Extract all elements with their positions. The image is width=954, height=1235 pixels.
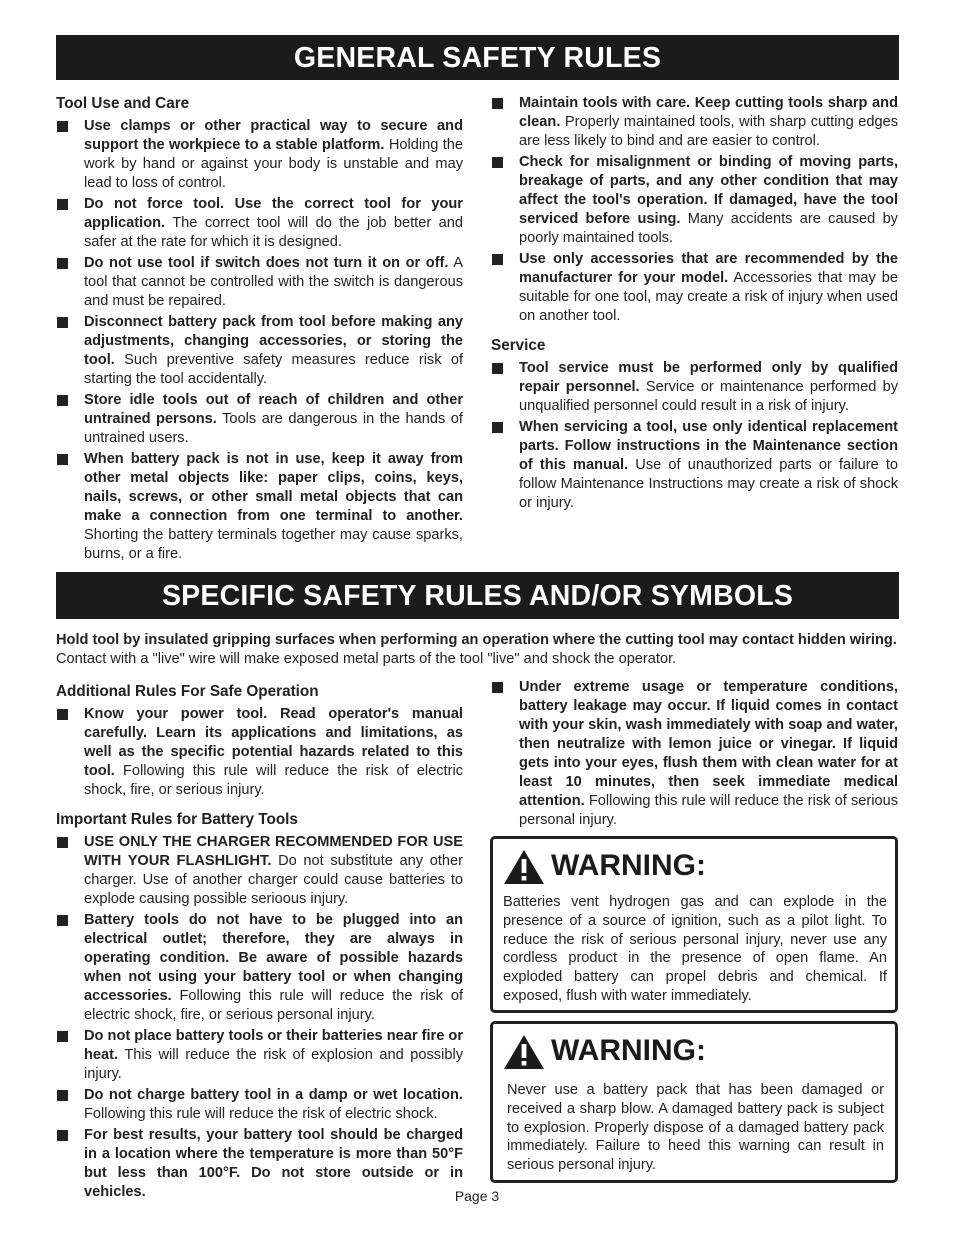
- tool-use-right-list: [491, 94, 898, 326]
- bullet-square-icon: [57, 1130, 68, 1141]
- rule-text: Service or maintenance performed by unqualified personnel could result in a risk of injury.: [519, 379, 898, 414]
- rule-text: Use of unauthorized parts or failure to follow Maintenance Instructions may create a risk of shock or injury.: [519, 457, 898, 511]
- rule-bold: Store idle tools out of reach of children and other untrained persons.: [84, 392, 463, 427]
- bullet-square-icon: [492, 422, 503, 433]
- rule-text: Holding the work by hand or against your body is unstable and may lead to loss of control.: [84, 137, 463, 191]
- rule-bold: When battery pack is not in use, keep it away from other metal objects like: paper clips, coins, keys, nails, screws, or other small metal objects that can make a connection from one terminal to another.: [84, 451, 463, 524]
- warning-triangle-icon: [503, 1034, 545, 1070]
- battery-list: [56, 833, 463, 1202]
- rule-bold: Use only accessories that are recommended by the manufacturer for your model.: [519, 251, 898, 286]
- additional-list: [56, 705, 463, 800]
- rule-text: Accessories that may be suitable for one tool, may create a risk of injury when used on another tool.: [519, 270, 898, 324]
- rule-item: [491, 250, 898, 326]
- bullet-square-icon: [57, 915, 68, 926]
- intro-text: Contact with a "live" wire will make exposed metal parts of the tool "live" and shock the operator.: [56, 651, 677, 667]
- bullet-square-icon: [492, 254, 503, 265]
- battery-right-list: [491, 678, 898, 830]
- tool-use-list: [56, 117, 463, 564]
- rule-bold: Do not use tool if switch does not turn it on or off.: [84, 255, 449, 271]
- rule-item: [491, 678, 898, 830]
- rule-bold: Disconnect battery pack from tool before making any adjustments, changing accessories, or storing the tool.: [84, 314, 463, 368]
- bullet-square-icon: [57, 837, 68, 848]
- rule-item: [56, 195, 463, 252]
- bullet-square-icon: [57, 121, 68, 132]
- rule-text: Many accidents are caused by poorly maintained tools.: [519, 211, 898, 246]
- rule-bold: Do not force tool. Use the correct tool for your application.: [84, 196, 463, 231]
- general-safety-rules-banner: GENERAL SAFETY RULES: [56, 35, 899, 80]
- rule-text: Tools are dangerous in the hands of untrained users.: [84, 411, 463, 446]
- rule-bold: Tool service must be performed only by qualified repair personnel.: [519, 360, 898, 395]
- rule-text: This will reduce the risk of explosion and possibly injury.: [84, 1047, 463, 1082]
- rule-text: Following this rule will reduce the risk of serious personal injury.: [519, 793, 898, 828]
- rule-item: [491, 94, 898, 151]
- rule-bold: Know your power tool. Read operator's manual carefully. Learn its applications and limitations, as well as the specific potential hazards related to this tool.: [84, 706, 463, 779]
- rule-bold: USE ONLY THE CHARGER RECOMMENDED FOR USE WITH YOUR FLASHLIGHT.: [84, 834, 463, 869]
- rule-text: Following this rule will reduce the risk of electric shock.: [84, 1106, 438, 1122]
- rule-item: [56, 1086, 463, 1124]
- rule-bold: Check for misalignment or binding of moving parts, breakage of parts, and any other condition that may affect the tool's operation. If damaged, have the tool serviced before using.: [519, 154, 898, 227]
- bullet-square-icon: [492, 98, 503, 109]
- rule-item: [56, 391, 463, 448]
- rule-text: The correct tool will do the job better and safer at the rate for which it is designed.: [84, 215, 463, 250]
- page-number: Page 3: [454, 1188, 500, 1204]
- rule-item: [491, 418, 898, 513]
- rule-item: [56, 911, 463, 1025]
- rule-bold: Use clamps or other practical way to secure and support the workpiece to a stable platform.: [84, 118, 463, 153]
- specific-safety-rules-banner: SPECIFIC SAFETY RULES AND/OR SYMBOLS: [56, 572, 899, 619]
- tool-use-right-section: [491, 94, 898, 515]
- bullet-square-icon: [57, 317, 68, 328]
- rule-item: [56, 833, 463, 909]
- rule-bold: Do not charge battery tool in a damp or wet location.: [84, 1087, 463, 1103]
- rule-text: Shorting the battery terminals together may cause sparks, burns, or a fire.: [84, 527, 463, 562]
- intro-bold: Hold tool by insulated gripping surfaces when performing an operation where the cutting tool may contact hidden wiring.: [56, 632, 897, 648]
- bullet-square-icon: [492, 157, 503, 168]
- rule-item: [491, 359, 898, 416]
- warning-title: WARNING:: [551, 849, 706, 882]
- additional-rules-section: [56, 682, 463, 1204]
- bullet-square-icon: [57, 1090, 68, 1101]
- rule-text: A tool that cannot be controlled with the switch is dangerous and must be repaired.: [84, 255, 463, 309]
- rule-item: [491, 153, 898, 248]
- bullet-square-icon: [492, 682, 503, 693]
- rule-item: [56, 705, 463, 800]
- rule-item: [56, 450, 463, 564]
- bullet-square-icon: [492, 363, 503, 374]
- warning-triangle-icon: [503, 849, 545, 885]
- rule-text: Do not substitute any other charger. Use of another charger could cause batteries to explode causing possible serioous injury.: [84, 853, 463, 907]
- rule-bold: When servicing a tool, use only identical replacement parts. Follow instructions in the Maintenance section of this manual.: [519, 419, 898, 473]
- rule-item: [56, 254, 463, 311]
- rule-item: [56, 117, 463, 193]
- additional-heading: Additional Rules For Safe Operation: [56, 683, 319, 700]
- service-heading: Service: [491, 337, 546, 354]
- service-list: [491, 359, 898, 513]
- rule-bold: Do not place battery tools or their batteries near fire or heat.: [84, 1028, 463, 1063]
- rule-item: [56, 313, 463, 389]
- tool-use-section: [56, 94, 463, 566]
- bullet-square-icon: [57, 199, 68, 210]
- rule-bold: Maintain tools with care. Keep cutting tools sharp and clean.: [519, 95, 898, 130]
- insulated-grip-rule: [56, 631, 901, 669]
- rule-bold: Under extreme usage or temperature conditions, battery leakage may occur. If liquid comes in contact with your skin, wash immediately with soap and water, then neutralize with lemon juice or vinegar. If liquid gets into your eyes, flush them with clean water for at least 10 minutes, then seek immediate medical attention.: [519, 679, 898, 809]
- rule-item: [56, 1027, 463, 1084]
- rule-bold: Battery tools do not have to be plugged into an electrical outlet; therefore, they are always in operating condition. Be aware of possible hazards when not using your battery tool or when changing accessories.: [84, 912, 463, 1004]
- rule-text: Such preventive safety measures reduce risk of starting the tool accidentally.: [84, 352, 463, 387]
- rule-text: Following this rule will reduce the risk of electric shock, fire, or serious injury.: [84, 763, 463, 798]
- warning-body: Never use a battery pack that has been damaged or received a sharp blow. A damaged battery pack is subject to explosion. Properly dispose of a damaged battery pack immediately. Failure to heed this warning can result in serious personal injury.: [507, 1082, 884, 1174]
- warning-box-hydrogen: [490, 836, 898, 1013]
- battery-right-section: [491, 678, 898, 832]
- warning-box-damaged-battery: [490, 1021, 898, 1183]
- battery-heading: Important Rules for Battery Tools: [56, 811, 298, 828]
- bullet-square-icon: [57, 709, 68, 720]
- warning-title: WARNING:: [551, 1034, 706, 1067]
- tool-use-heading: Tool Use and Care: [56, 95, 190, 112]
- rule-text: Following this rule will reduce the risk of electric shock, fire, or serious personal injury.: [84, 988, 463, 1023]
- bullet-square-icon: [57, 258, 68, 269]
- rule-text: Properly maintained tools, with sharp cutting edges are less likely to bind and are easier to control.: [519, 114, 898, 149]
- bullet-square-icon: [57, 395, 68, 406]
- bullet-square-icon: [57, 454, 68, 465]
- warning-body: Batteries vent hydrogen gas and can explode in the presence of a source of ignition, such as a pilot light. To reduce the risk of serious personal injury, never use any cordless product in the presence of open flame. An exploded battery can propel debris and chemical. If exposed, flush with water immediately.: [503, 894, 887, 1004]
- bullet-square-icon: [57, 1031, 68, 1042]
- rule-bold: For best results, your battery tool should be charged in a location where the temperature is more than 50°F but less than 100°F. Do not store outside or in vehicles.: [84, 1127, 463, 1200]
